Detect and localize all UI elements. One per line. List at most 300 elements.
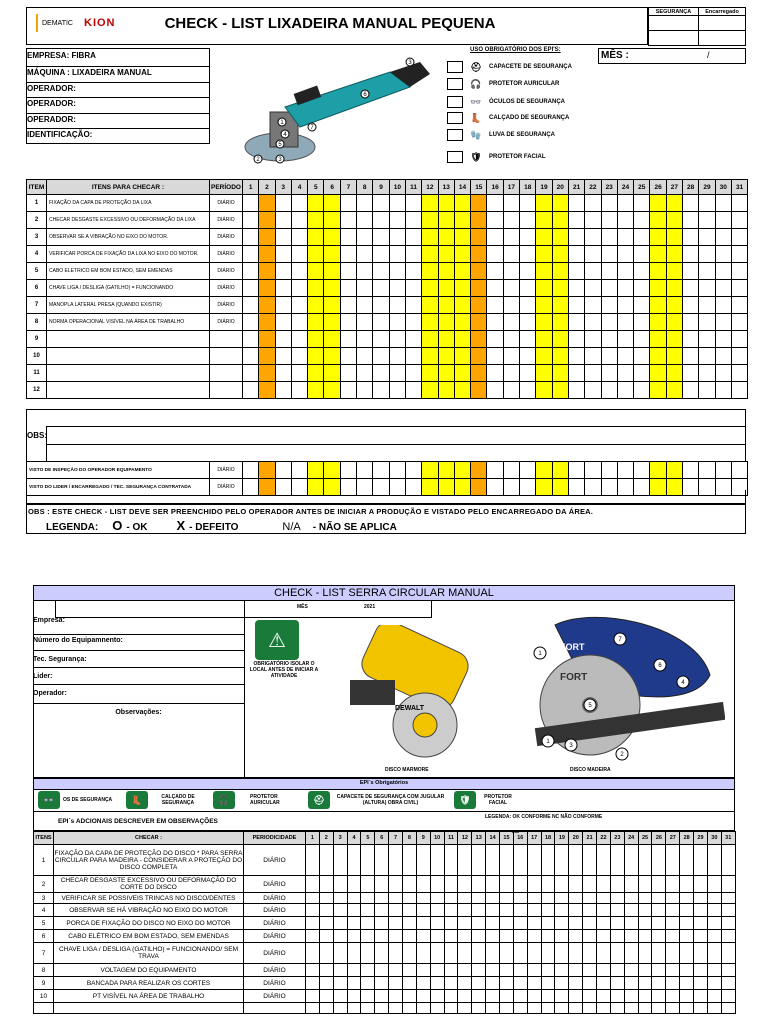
sign-field[interactable] [649,16,699,31]
day-cell[interactable] [438,229,454,246]
day-cell[interactable] [243,246,259,263]
day-cell[interactable] [458,964,472,977]
day-cell[interactable] [707,904,721,917]
day-cell[interactable] [503,195,519,212]
day-cell[interactable] [324,314,340,331]
checkbox[interactable] [447,96,463,108]
day-cell[interactable] [555,964,569,977]
day-cell[interactable] [486,876,500,893]
day-cell[interactable] [597,964,611,977]
day-cell[interactable] [541,904,555,917]
day-cell[interactable] [680,845,694,876]
day-cell[interactable] [731,314,747,331]
day-cell[interactable] [444,904,458,917]
day-cell[interactable] [624,904,638,917]
day-cell[interactable] [731,462,747,479]
day-cell[interactable] [583,964,597,977]
day-cell[interactable] [715,297,731,314]
day-cell[interactable] [610,930,624,943]
day-cell[interactable] [319,977,333,990]
day-cell[interactable] [416,977,430,990]
day-cell[interactable] [569,876,583,893]
day-cell[interactable] [610,893,624,904]
day-cell[interactable] [347,964,361,977]
day-cell[interactable] [527,904,541,917]
day-cell[interactable] [634,212,650,229]
day-cell[interactable] [503,229,519,246]
day-cell[interactable] [319,990,333,1003]
day-cell[interactable] [583,893,597,904]
day-cell[interactable] [243,314,259,331]
day-cell[interactable] [243,365,259,382]
day-cell[interactable] [601,462,617,479]
day-cell[interactable] [438,263,454,280]
field-empresa2[interactable] [33,617,244,635]
day-cell[interactable] [617,280,633,297]
day-cell[interactable] [308,382,324,399]
day-cell[interactable] [259,246,275,263]
day-cell[interactable] [568,297,584,314]
day-cell[interactable] [666,195,682,212]
day-cell[interactable] [487,331,503,348]
day-cell[interactable] [601,280,617,297]
day-cell[interactable] [585,246,601,263]
day-cell[interactable] [340,280,356,297]
day-cell[interactable] [503,246,519,263]
day-cell[interactable] [536,263,552,280]
day-cell[interactable] [568,212,584,229]
day-cell[interactable] [552,348,568,365]
day-cell[interactable] [541,893,555,904]
day-cell[interactable] [731,331,747,348]
day-cell[interactable] [527,977,541,990]
day-cell[interactable] [430,893,444,904]
day-cell[interactable] [634,314,650,331]
day-cell[interactable] [291,297,307,314]
day-cell[interactable] [375,876,389,893]
day-cell[interactable] [471,314,487,331]
day-cell[interactable] [444,977,458,990]
day-cell[interactable] [487,297,503,314]
day-cell[interactable] [527,990,541,1003]
day-cell[interactable] [454,195,470,212]
day-cell[interactable] [694,845,708,876]
day-cell[interactable] [306,977,320,990]
day-cell[interactable] [601,263,617,280]
day-cell[interactable] [438,297,454,314]
day-cell[interactable] [541,990,555,1003]
day-cell[interactable] [520,348,536,365]
day-cell[interactable] [683,314,699,331]
day-cell[interactable] [500,990,514,1003]
day-cell[interactable] [438,382,454,399]
day-cell[interactable] [513,990,527,1003]
day-cell[interactable] [389,876,403,893]
day-cell[interactable] [306,904,320,917]
day-cell[interactable] [707,964,721,977]
day-cell[interactable] [634,365,650,382]
day-cell[interactable] [617,348,633,365]
day-cell[interactable] [375,943,389,964]
day-cell[interactable] [541,964,555,977]
day-cell[interactable] [487,246,503,263]
day-cell[interactable] [683,297,699,314]
day-cell[interactable] [357,365,373,382]
day-cell[interactable] [513,964,527,977]
day-cell[interactable] [340,462,356,479]
day-cell[interactable] [680,964,694,977]
day-cell[interactable] [487,365,503,382]
day-cell[interactable] [585,263,601,280]
day-cell[interactable] [694,943,708,964]
day-cell[interactable] [389,212,405,229]
day-cell[interactable] [634,280,650,297]
day-cell[interactable] [568,314,584,331]
day-cell[interactable] [597,893,611,904]
day-cell[interactable] [527,893,541,904]
day-cell[interactable] [731,382,747,399]
day-cell[interactable] [666,348,682,365]
day-cell[interactable] [340,195,356,212]
day-cell[interactable] [634,297,650,314]
day-cell[interactable] [319,904,333,917]
day-cell[interactable] [634,195,650,212]
day-cell[interactable] [569,990,583,1003]
day-cell[interactable] [707,876,721,893]
day-cell[interactable] [513,943,527,964]
day-cell[interactable] [503,280,519,297]
day-cell[interactable] [699,365,715,382]
day-cell[interactable] [340,331,356,348]
day-cell[interactable] [638,904,652,917]
day-cell[interactable] [454,229,470,246]
day-cell[interactable] [389,990,403,1003]
day-cell[interactable] [552,382,568,399]
day-cell[interactable] [486,977,500,990]
day-cell[interactable] [361,977,375,990]
field-numero[interactable] [33,634,244,651]
day-cell[interactable] [569,964,583,977]
day-cell[interactable] [652,917,666,930]
day-cell[interactable] [333,964,347,977]
day-cell[interactable] [683,280,699,297]
day-cell[interactable] [597,904,611,917]
day-cell[interactable] [731,297,747,314]
day-cell[interactable] [569,904,583,917]
day-cell[interactable] [527,943,541,964]
day-cell[interactable] [416,904,430,917]
day-cell[interactable] [430,917,444,930]
day-cell[interactable] [422,297,438,314]
day-cell[interactable] [666,365,682,382]
day-cell[interactable] [650,246,666,263]
day-cell[interactable] [520,314,536,331]
day-cell[interactable] [430,930,444,943]
day-cell[interactable] [583,943,597,964]
day-cell[interactable] [306,917,320,930]
day-cell[interactable] [683,263,699,280]
day-cell[interactable] [624,893,638,904]
day-cell[interactable] [680,930,694,943]
day-cell[interactable] [458,917,472,930]
day-cell[interactable] [715,212,731,229]
day-cell[interactable] [430,845,444,876]
day-cell[interactable] [500,845,514,876]
day-cell[interactable] [444,943,458,964]
day-cell[interactable] [624,990,638,1003]
day-cell[interactable] [536,195,552,212]
checkbox[interactable] [447,78,463,90]
day-cell[interactable] [699,246,715,263]
day-cell[interactable] [486,990,500,1003]
day-cell[interactable] [520,280,536,297]
day-cell[interactable] [555,904,569,917]
day-cell[interactable] [357,263,373,280]
day-cell[interactable] [503,365,519,382]
day-cell[interactable] [552,212,568,229]
day-cell[interactable] [259,263,275,280]
day-cell[interactable] [699,348,715,365]
day-cell[interactable] [416,845,430,876]
day-cell[interactable] [666,212,682,229]
day-cell[interactable] [357,331,373,348]
day-cell[interactable] [454,331,470,348]
day-cell[interactable] [683,212,699,229]
day-cell[interactable] [333,876,347,893]
day-cell[interactable] [520,297,536,314]
day-cell[interactable] [503,382,519,399]
day-cell[interactable] [638,943,652,964]
day-cell[interactable] [487,280,503,297]
day-cell[interactable] [721,964,735,977]
day-cell[interactable] [683,195,699,212]
day-cell[interactable] [721,904,735,917]
day-cell[interactable] [715,263,731,280]
day-cell[interactable] [259,195,275,212]
day-cell[interactable] [471,195,487,212]
checkbox[interactable] [447,61,463,73]
day-cell[interactable] [319,930,333,943]
day-cell[interactable] [486,904,500,917]
day-cell[interactable] [333,845,347,876]
day-cell[interactable] [624,930,638,943]
day-cell[interactable] [340,314,356,331]
day-cell[interactable] [259,314,275,331]
day-cell[interactable] [487,314,503,331]
day-cell[interactable] [438,462,454,479]
day-cell[interactable] [650,212,666,229]
day-cell[interactable] [585,365,601,382]
day-cell[interactable] [536,314,552,331]
day-cell[interactable] [617,382,633,399]
day-cell[interactable] [259,212,275,229]
day-cell[interactable] [389,314,405,331]
day-cell[interactable] [403,964,417,977]
day-cell[interactable] [324,462,340,479]
day-cell[interactable] [291,229,307,246]
day-cell[interactable] [389,943,403,964]
day-cell[interactable] [389,229,405,246]
day-cell[interactable] [527,930,541,943]
day-cell[interactable] [513,917,527,930]
day-cell[interactable] [471,331,487,348]
day-cell[interactable] [527,876,541,893]
day-cell[interactable] [699,462,715,479]
day-cell[interactable] [373,229,389,246]
day-cell[interactable] [610,917,624,930]
day-cell[interactable] [568,331,584,348]
day-cell[interactable] [389,348,405,365]
day-cell[interactable] [416,990,430,1003]
day-cell[interactable] [585,331,601,348]
day-cell[interactable] [601,365,617,382]
day-cell[interactable] [555,845,569,876]
day-cell[interactable] [333,943,347,964]
day-cell[interactable] [486,943,500,964]
day-cell[interactable] [634,263,650,280]
day-cell[interactable] [324,382,340,399]
day-cell[interactable] [472,845,486,876]
day-cell[interactable] [568,348,584,365]
day-cell[interactable] [405,246,421,263]
day-cell[interactable] [536,229,552,246]
day-cell[interactable] [347,930,361,943]
day-cell[interactable] [458,943,472,964]
day-cell[interactable] [513,876,527,893]
day-cell[interactable] [471,229,487,246]
day-cell[interactable] [333,893,347,904]
day-cell[interactable] [683,365,699,382]
day-cell[interactable] [601,229,617,246]
day-cell[interactable] [541,943,555,964]
day-cell[interactable] [361,845,375,876]
day-cell[interactable] [487,348,503,365]
day-cell[interactable] [597,876,611,893]
day-cell[interactable] [291,382,307,399]
day-cell[interactable] [503,263,519,280]
day-cell[interactable] [405,297,421,314]
day-cell[interactable] [500,964,514,977]
day-cell[interactable] [430,964,444,977]
day-cell[interactable] [405,263,421,280]
day-cell[interactable] [721,917,735,930]
day-cell[interactable] [438,246,454,263]
day-cell[interactable] [683,462,699,479]
day-cell[interactable] [361,990,375,1003]
day-cell[interactable] [583,904,597,917]
day-cell[interactable] [555,990,569,1003]
day-cell[interactable] [694,904,708,917]
day-cell[interactable] [373,246,389,263]
day-cell[interactable] [405,382,421,399]
day-cell[interactable] [715,348,731,365]
day-cell[interactable] [536,246,552,263]
day-cell[interactable] [243,195,259,212]
day-cell[interactable] [422,263,438,280]
day-cell[interactable] [694,930,708,943]
day-cell[interactable] [638,964,652,977]
day-cell[interactable] [308,280,324,297]
day-cell[interactable] [487,462,503,479]
day-cell[interactable] [731,246,747,263]
day-cell[interactable] [444,990,458,1003]
day-cell[interactable] [652,943,666,964]
day-cell[interactable] [243,263,259,280]
day-cell[interactable] [555,977,569,990]
day-cell[interactable] [569,893,583,904]
day-cell[interactable] [552,314,568,331]
day-cell[interactable] [291,365,307,382]
day-cell[interactable] [500,893,514,904]
day-cell[interactable] [520,246,536,263]
day-cell[interactable] [373,348,389,365]
day-cell[interactable] [416,893,430,904]
day-cell[interactable] [666,297,682,314]
day-cell[interactable] [683,348,699,365]
day-cell[interactable] [243,331,259,348]
day-cell[interactable] [601,297,617,314]
day-cell[interactable] [666,904,680,917]
day-cell[interactable] [624,964,638,977]
day-cell[interactable] [373,280,389,297]
day-cell[interactable] [308,195,324,212]
day-cell[interactable] [715,229,731,246]
day-cell[interactable] [405,229,421,246]
day-cell[interactable] [422,382,438,399]
day-cell[interactable] [601,331,617,348]
day-cell[interactable] [458,904,472,917]
day-cell[interactable] [422,462,438,479]
day-cell[interactable] [680,990,694,1003]
day-cell[interactable] [585,229,601,246]
day-cell[interactable] [731,263,747,280]
day-cell[interactable] [405,331,421,348]
day-cell[interactable] [438,365,454,382]
day-cell[interactable] [486,917,500,930]
day-cell[interactable] [430,876,444,893]
day-cell[interactable] [707,917,721,930]
day-cell[interactable] [610,876,624,893]
day-cell[interactable] [319,964,333,977]
day-cell[interactable] [357,462,373,479]
day-cell[interactable] [721,930,735,943]
day-cell[interactable] [444,917,458,930]
day-cell[interactable] [389,893,403,904]
day-cell[interactable] [259,331,275,348]
day-cell[interactable] [666,280,682,297]
day-cell[interactable] [610,964,624,977]
day-cell[interactable] [422,365,438,382]
day-cell[interactable] [357,280,373,297]
day-cell[interactable] [430,977,444,990]
day-cell[interactable] [666,263,682,280]
day-cell[interactable] [666,876,680,893]
day-cell[interactable] [333,904,347,917]
day-cell[interactable] [650,365,666,382]
day-cell[interactable] [340,297,356,314]
day-cell[interactable] [403,893,417,904]
day-cell[interactable] [422,348,438,365]
day-cell[interactable] [340,246,356,263]
field-empresa[interactable]: EMPRESA: FIBRA [27,51,96,60]
day-cell[interactable] [699,314,715,331]
day-cell[interactable] [552,297,568,314]
day-cell[interactable] [597,930,611,943]
day-cell[interactable] [347,977,361,990]
day-cell[interactable] [422,229,438,246]
day-cell[interactable] [513,904,527,917]
day-cell[interactable] [389,297,405,314]
